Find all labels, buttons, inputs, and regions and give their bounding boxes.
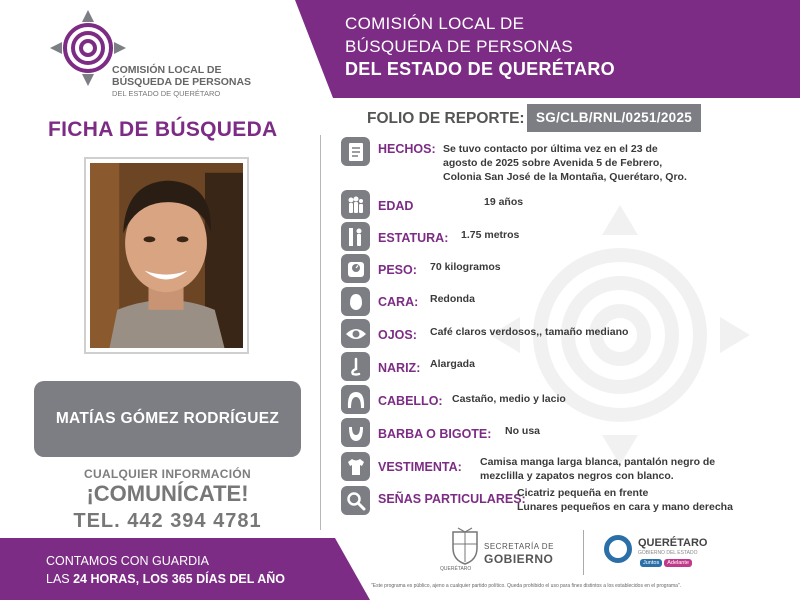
- field-estatura-value: 1.75 metros: [461, 229, 520, 241]
- field-edad-label: EDAD: [378, 199, 414, 213]
- field-edad-value: 19 años: [484, 196, 524, 208]
- magnifier-icon: [341, 486, 370, 515]
- footer-line2: [46, 570, 285, 588]
- person-photo-frame: [84, 157, 249, 354]
- field-hechos-line1: Se tuvo contacto por última vez en el 23 de: [443, 143, 658, 155]
- queretaro-logo: [638, 538, 707, 558]
- queretaro-tag-2: Adelante: [664, 559, 692, 567]
- field-hechos-label: HECHOS:: [378, 142, 436, 156]
- field-vestimenta-label: VESTIMENTA:: [378, 460, 462, 474]
- contact-phone[interactable]: TEL. 442 394 4781: [73, 510, 262, 532]
- footer-line2-emphasis: 24 HORAS, LOS 365 DÍAS DEL AÑO: [73, 572, 285, 586]
- folio-value: SG/CLB/RNL/0251/2025: [527, 104, 701, 132]
- footer-line1: CONTAMOS CON GUARDIA: [46, 554, 209, 568]
- field-nariz-value: Alargada: [430, 358, 475, 370]
- field-peso-label: PESO:: [378, 263, 417, 277]
- header-title-line2: BÚSQUEDA DE PERSONAS: [345, 37, 574, 56]
- field-nariz-label: NARIZ:: [378, 361, 421, 375]
- shirt-icon: [341, 452, 370, 481]
- secretaria-line1: SECRETARÍA DE: [484, 542, 554, 551]
- field-cara-value: Redonda: [430, 293, 475, 305]
- field-hechos-line3: Colonia San José de la Montaña, Querétaro, Qro.: [443, 171, 687, 183]
- field-hechos-value: [443, 142, 773, 184]
- field-senas-label: SEÑAS PARTICULARES:: [378, 492, 526, 506]
- person-name-box: [34, 381, 301, 457]
- contact-cta: ¡COMUNÍCATE!: [86, 481, 249, 506]
- secretaria-line2: GOBIERNO: [484, 552, 554, 566]
- field-barba-label: BARBA O BIGOTE:: [378, 427, 492, 441]
- scale-icon: [341, 254, 370, 283]
- header-title-line1: COMISIÓN LOCAL DE: [345, 14, 525, 33]
- field-senas-line2: Lunares pequeños en cara y mano derecha: [517, 501, 733, 513]
- document-icon: [341, 137, 370, 166]
- header-title: [345, 12, 615, 81]
- field-peso-value: 70 kilogramos: [430, 261, 501, 273]
- field-ojos-value: Café claros verdosos,, tamaño mediano: [430, 326, 629, 338]
- field-estatura-label: ESTATURA:: [378, 231, 449, 245]
- people-icon: [341, 190, 370, 219]
- column-divider: [320, 135, 321, 530]
- nose-icon: [341, 352, 370, 381]
- field-senas-value: [517, 486, 733, 514]
- secretaria-subtitle: QUERÉTARO: [440, 566, 472, 572]
- queretaro-shield-icon: [450, 526, 480, 566]
- page-title: FICHA DE BÚSQUEDA: [48, 118, 278, 141]
- header-title-line3: DEL ESTADO DE QUERÉTARO: [345, 59, 615, 79]
- logos-divider: [583, 530, 584, 575]
- hair-icon: [341, 385, 370, 414]
- person-photo: [90, 163, 243, 348]
- beard-icon: [341, 418, 370, 447]
- footer-line2-prefix: LAS: [46, 572, 74, 586]
- queretaro-logo-name: QUERÉTARO: [638, 537, 708, 549]
- face-icon: [341, 287, 370, 316]
- commission-logo-text: [112, 64, 251, 100]
- field-vestimenta-line2: mezclilla y zapatos negros con blanco.: [480, 470, 674, 482]
- queretaro-tags: [640, 559, 692, 567]
- field-vestimenta-value: [480, 455, 715, 483]
- logo-text-line2: BÚSQUEDA DE PERSONAS: [112, 76, 252, 88]
- contact-prompt: CUALQUIER INFORMACIÓN: [84, 467, 251, 481]
- folio-label: FOLIO DE REPORTE:: [367, 110, 525, 127]
- height-icon: [341, 222, 370, 251]
- logo-text-line3: DEL ESTADO DE QUERÉTARO: [112, 89, 221, 98]
- person-name: MATÍAS GÓMEZ RODRÍGUEZ: [55, 410, 280, 427]
- field-cara-label: CARA:: [378, 295, 419, 309]
- field-ojos-label: OJOS:: [378, 328, 417, 342]
- field-cabello-label: CABELLO:: [378, 394, 443, 408]
- field-vestimenta-line1: Camisa manga larga blanca, pantalón negro de: [480, 456, 716, 468]
- field-cabello-value: Castaño, medio y lacio: [452, 393, 566, 405]
- logo-text-line1: COMISIÓN LOCAL DE: [112, 64, 222, 76]
- secretaria-gobierno-logo: [484, 540, 554, 566]
- queretaro-tag-1: Juntos: [640, 559, 662, 567]
- field-senas-line1: Cicatriz pequeña en frente: [517, 487, 649, 499]
- legal-disclaimer: "Este programa es público, ajeno a cualquier partido político. Queda prohibido el uso para fines distintos a los establecidos en el programa".: [371, 583, 682, 589]
- queretaro-logo-sub: GOBIERNO DEL ESTADO: [638, 550, 698, 556]
- field-barba-value: No usa: [505, 425, 541, 437]
- footer-text: [46, 552, 285, 588]
- field-hechos-line2: agosto de 2025 sobre Avenida 5 de Febrero,: [443, 157, 663, 169]
- eye-icon: [341, 319, 370, 348]
- queretaro-q-icon: [604, 535, 632, 563]
